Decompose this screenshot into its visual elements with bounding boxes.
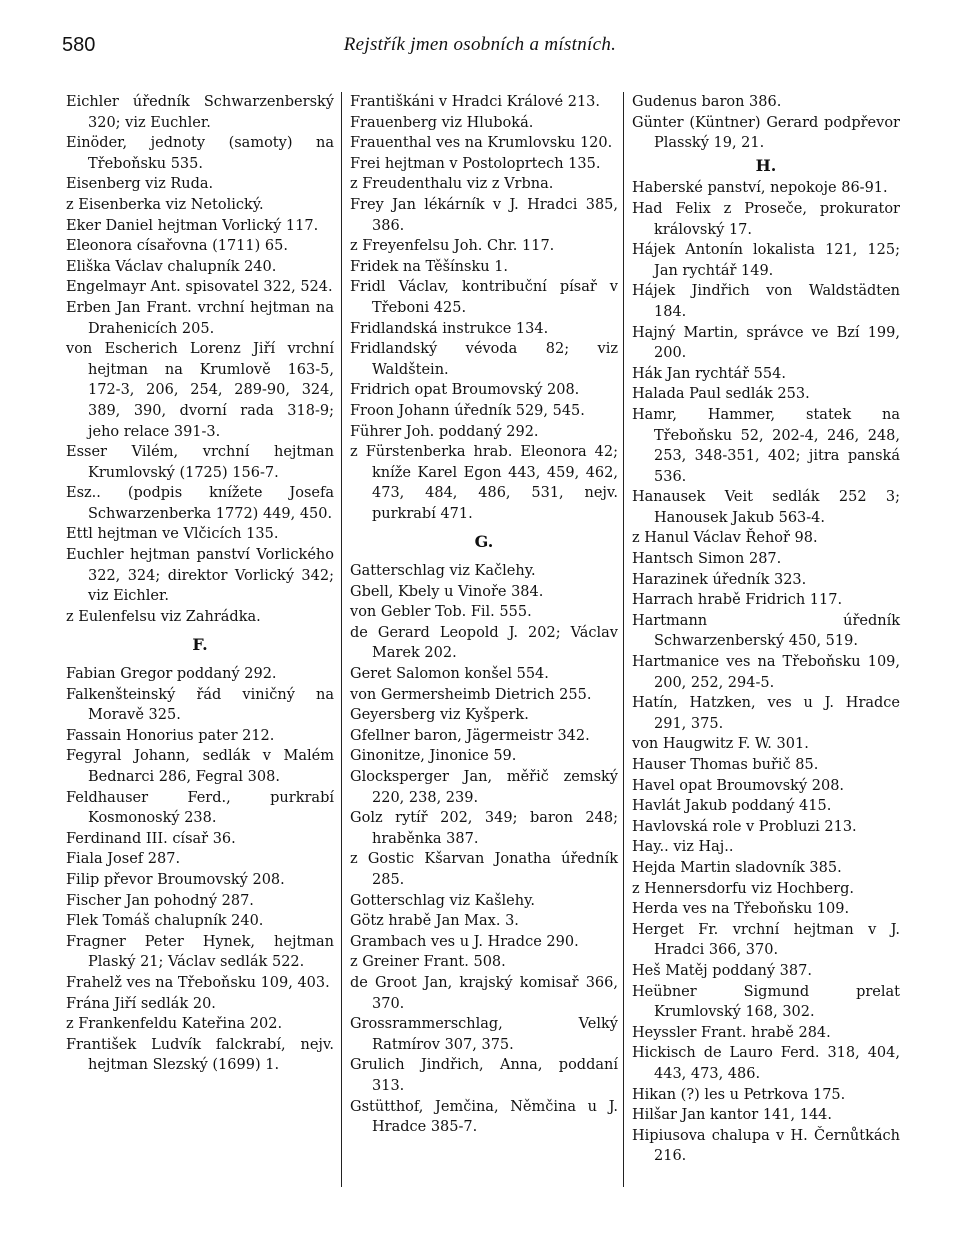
index-entry: Falkenšteinský řád viničný na Moravě 325.	[66, 686, 334, 724]
index-entry: z Fürstenberka hrab. Eleonora 42; kníže Karel Egon 443, 459, 462, 473, 484, 486, 531, nejv. purkrabí 471.	[350, 444, 618, 522]
index-entry: von Germersheimb Dietrich 255.	[350, 686, 592, 703]
index-entry: Günter (Küntner) Gerard podpřevor Plasský 19, 21.	[632, 114, 900, 152]
index-entry: Fridl Václav, kontribuční písař v Třeboni 425.	[350, 279, 618, 316]
index-entry: Eliška Václav chalupník 240.	[66, 258, 277, 275]
entry-list	[66, 664, 334, 1076]
index-entry: Hamr, Hammer, statek na Třeboňsku 52, 202-4, 246, 248, 253, 348-351, 402; jitra panská 536.	[632, 406, 900, 485]
index-entry: z Freudenthalu viz z Vrbna.	[350, 176, 554, 193]
index-entry: Grulich Jindřich, Anna, poddaní 313.	[350, 1057, 618, 1094]
index-entry: Esz.. (podpis knížete Josefa Schwarzenberka 1772) 449, 450.	[66, 485, 334, 522]
index-entry: Harrach hrabě Fridrich 117.	[632, 592, 843, 609]
index-entry: de Gerard Leopold J. 202; Václav Marek 202.	[350, 624, 618, 662]
index-entry: Hajný Martin, správce ve Bzí 199, 200.	[632, 324, 900, 362]
index-entry: Einöder, jednoty (samoty) na Třeboňsku 535.	[66, 135, 334, 172]
index-entry: z Hennersdorfu viz Hochberg.	[632, 880, 854, 897]
index-entry: Fridrich opat Broumovský 208.	[350, 382, 580, 399]
index-entry: Esser Vilém, vrchní hejtman Krumlovský (1725) 156-7.	[66, 444, 334, 481]
index-entry: Glocksperger Jan, měřič zemský 220, 238, 239.	[350, 769, 618, 806]
index-entry: Fegyral Johann, sedlák v Malém Bednarci 286, Fegral 308.	[66, 748, 334, 785]
index-entry: Feldhauser Ferd., purkrabí Kosmonoský 238.	[66, 789, 334, 827]
index-entry: Grossrammerschlag, Velký Ratmírov 307, 375.	[350, 1016, 618, 1053]
entry-list	[632, 178, 900, 1167]
index-entry: František Ludvík falckrabí, nejv. hejtman Slezský (1699) 1.	[66, 1036, 334, 1074]
entry-list	[350, 92, 618, 524]
index-entry: Heyssler Frant. hrabě 284.	[632, 1024, 831, 1041]
index-entry: Havlát Jakub poddaný 415.	[632, 798, 832, 815]
index-entry: z Gostic Kšarvan Jonatha úředník 285.	[350, 851, 618, 888]
index-entry: Havlovská role v Probluzi 213.	[632, 818, 857, 835]
index-entry: Hejda Martin sladovník 385.	[632, 859, 842, 876]
index-entry: Gatterschlag viz Kačlehy.	[350, 563, 536, 580]
index-entry: Geyersberg viz Kyšperk.	[350, 707, 529, 724]
index-entry: Euchler hejtman panství Vorlického 322, 324; direktor Vorlický 342; viz Eichler.	[66, 547, 334, 605]
index-entry: Filip převor Broumovský 208.	[66, 871, 285, 888]
index-entry: Hantsch Simon 287.	[632, 551, 782, 568]
entry-list	[632, 92, 900, 154]
page-number: 580	[62, 34, 96, 56]
index-entry: Hipiusova chalupa v H. Černůtkách 216.	[632, 1127, 900, 1165]
entry-list	[66, 92, 334, 627]
index-entry: Havel opat Broumovský 208.	[632, 777, 845, 794]
index-entry: Herda ves na Třeboňsku 109.	[632, 901, 850, 918]
index-entry: Hájek Jindřich von Waldstädten 184.	[632, 283, 900, 320]
index-entry: Fassain Honorius pater 212.	[66, 727, 275, 744]
index-entry: Fragner Peter Hynek, hejtman Plaský 21; Václav sedlák 522.	[66, 933, 334, 971]
index-entry: Frauenthal ves na Krumlovsku 120.	[350, 135, 613, 152]
index-entry: Heübner Sigmund prelat Krumlovský 168, 302.	[632, 983, 900, 1021]
index-entry: Gbell, Kbely u Vinoře 384.	[350, 583, 544, 600]
index-entry: Gstütthof, Jemčina, Němčina u J. Hradce 385-7.	[350, 1098, 618, 1136]
index-entry: Hák Jan rychtář 554.	[632, 365, 786, 382]
index-entry: z Greiner Frant. 508.	[350, 954, 506, 971]
index-entry: Frey Jan lékárník v J. Hradci 385, 386.	[350, 196, 618, 234]
index-entry: Gotterschlag viz Kašlehy.	[350, 892, 535, 909]
index-entry: Harazinek úředník 323.	[632, 571, 807, 588]
index-entry: z Eisenberka viz Netolický.	[66, 196, 264, 213]
index-entry: Hatín, Hatzken, ves u J. Hradce 291, 375.	[632, 695, 900, 732]
index-entry: Eichler úředník Schwarzenberský 320; viz Euchler.	[66, 94, 334, 131]
index-entry: Grambach ves u J. Hradce 290.	[350, 933, 579, 950]
index-entry: Hilšar Jan kantor 141, 144.	[632, 1107, 832, 1124]
index-column-2	[350, 92, 618, 1138]
section-letter-f: F.	[192, 635, 208, 655]
index-entry: Hanausek Veit sedlák 252 3; Hanousek Jakub 563-4.	[632, 489, 900, 526]
section-letter-g: G.	[474, 532, 494, 552]
index-entry: Gfellner baron, Jägermeistr 342.	[350, 727, 590, 744]
index-entry: Fischer Jan pohodný 287.	[66, 892, 254, 909]
index-entry: Ginonitze, Jinonice 59.	[350, 748, 517, 765]
index-entry: Hartmanice ves na Třeboňsku 109, 200, 252, 294-5.	[632, 654, 900, 691]
index-entry: Had Felix z Proseče, prokurator královský 17.	[632, 200, 900, 238]
index-entry: Golz rytíř 202, 349; baron 248; hraběnka 387.	[350, 810, 618, 847]
index-column-3	[632, 92, 900, 1167]
index-entry: Frahelž ves na Třeboňsku 109, 403.	[66, 974, 330, 991]
index-entry: z Hanul Václav Řehoř 98.	[632, 530, 818, 547]
index-entry: Froon Johann úředník 529, 545.	[350, 402, 585, 419]
index-entry: von Haugwitz F. W. 301.	[632, 736, 809, 753]
index-columns	[66, 92, 902, 1202]
index-entry: Hartmann úředník Schwarzenberský 450, 519.	[632, 612, 900, 650]
index-entry: Fridlandský vévoda 82; viz Waldštein.	[350, 341, 618, 378]
index-entry: Františkáni v Hradci Králové 213.	[350, 94, 601, 110]
index-entry: Heš Matěj poddaný 387.	[632, 962, 812, 979]
page-header	[62, 34, 898, 64]
index-entry: Eker Daniel hejtman Vorlický 117.	[66, 217, 319, 234]
index-entry: Eleonora císařovna (1711) 65.	[66, 238, 288, 255]
index-entry: Hay.. viz Haj..	[632, 839, 734, 856]
index-entry: Flek Tomáš chalupník 240.	[66, 913, 264, 930]
index-entry: Hauser Thomas buřič 85.	[632, 757, 819, 773]
index-entry: Geret Salomon konšel 554.	[350, 666, 549, 683]
index-entry: Ferdinand III. císař 36.	[66, 830, 236, 847]
index-entry: Hikan (?) les u Petrkova 175.	[632, 1086, 846, 1103]
index-entry: Frei hejtman v Postoloprtech 135.	[350, 155, 601, 172]
index-entry: von Gebler Tob. Fil. 555.	[350, 604, 532, 621]
index-entry: Halada Paul sedlák 253.	[632, 386, 810, 403]
index-entry: Fridlandská instrukce 134.	[350, 320, 549, 337]
index-entry: z Eulenfelsu viz Zahrádka.	[66, 608, 261, 625]
index-entry: Frauenberg viz Hluboká.	[350, 114, 534, 131]
index-entry: Herget Fr. vrchní hejtman v J. Hradci 366, 370.	[632, 921, 900, 959]
index-entry: Haberské panství, nepokoje 86-91.	[632, 180, 888, 197]
index-entry: Ettl hejtman ve Vlčicích 135.	[66, 526, 279, 543]
column-divider	[623, 92, 624, 1187]
index-entry: z Frankenfeldu Kateřina 202.	[66, 1016, 283, 1033]
index-entry: z Freyenfelsu Joh. Chr. 117.	[350, 238, 555, 255]
index-entry: von Escherich Lorenz Jiří vrchní hejtman na Krumlově 163-5, 172-3, 206, 254, 289-90, 324, 389, 390, dvorní rada 318-9; jeho relace 391-3.	[66, 341, 334, 440]
index-entry: Götz hrabě Jan Max. 3.	[350, 913, 519, 930]
index-entry: Fridek na Těšínsku 1.	[350, 258, 509, 275]
column-divider	[341, 92, 342, 1187]
index-entry: Hájek Antonín lokalista 121, 125; Jan rychtář 149.	[632, 242, 900, 279]
running-title: Rejstřík jmen osobních a místních.	[343, 34, 617, 55]
index-entry: Fabian Gregor poddaný 292.	[66, 666, 277, 683]
index-entry: Gudenus baron 386.	[632, 94, 782, 110]
index-entry: Erben Jan Frant. vrchní hejtman na Drahenicích 205.	[66, 299, 334, 337]
index-entry: Führer Joh. poddaný 292.	[350, 423, 539, 440]
index-entry: Fiala Josef 287.	[66, 851, 181, 868]
index-entry: de Groot Jan, krajský komisař 366, 370.	[350, 974, 618, 1012]
index-column-1	[66, 92, 334, 1076]
section-letter-h: H.	[755, 155, 777, 175]
index-entry: Frána Jiří sedlák 20.	[66, 995, 216, 1012]
index-entry: Engelmayr Ant. spisovatel 322, 524.	[66, 279, 333, 296]
index-entry: Hickisch de Lauro Ferd. 318, 404, 443, 473, 486.	[632, 1045, 900, 1082]
entry-list	[350, 561, 618, 1138]
index-entry: Eisenberg viz Ruda.	[66, 176, 214, 193]
